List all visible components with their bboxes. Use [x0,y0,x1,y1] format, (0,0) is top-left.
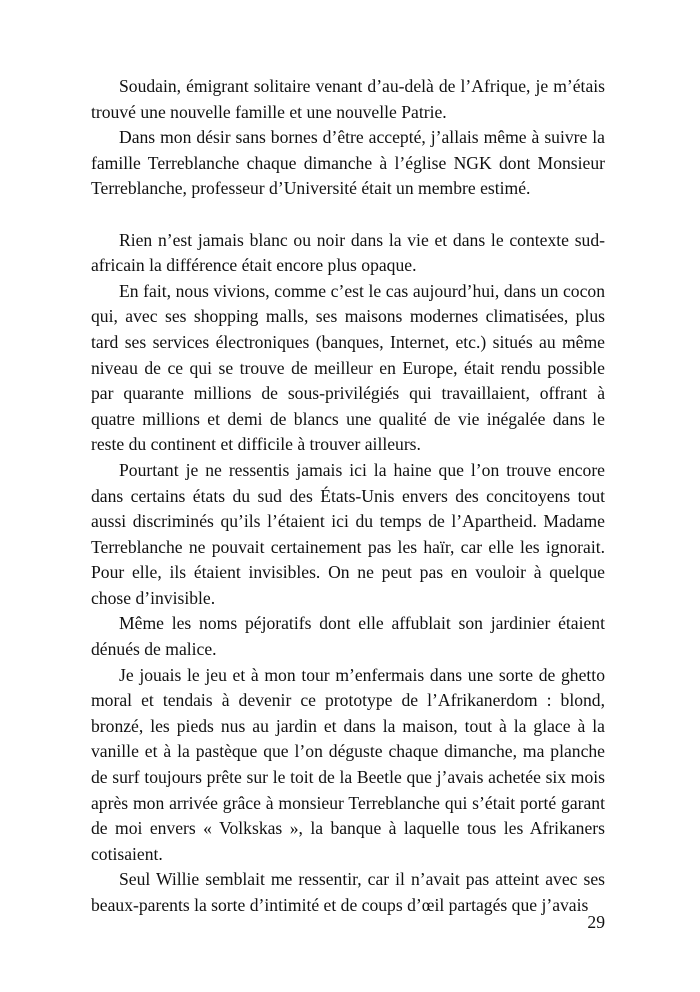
paragraph: Soudain, émigrant solitaire venant d’au-delà de l’Afrique, je m’étais trouvé une nouvelle famille et une nouvelle Patrie. [91,76,605,122]
paragraph: Je jouais le jeu et à mon tour m’enfermais dans une sorte de ghetto moral et tendais à devenir ce prototype de l’Afrikanerdom : blond, bronzé, les pieds nus au jardin et dans la maison, tout à la glace à la vanille et à la pastèque que l’on déguste chaque dimanche, ma planche de surf toujours prête sur le toit de la Beetle que j’avais achetée six mois après mon arrivée grâce à monsieur Terreblanche qui s’était porté garant de moi envers « Volkskas », la banque à laquelle tous les Afrikaners cotisaient. [91,664,605,864]
paragraph: Même les noms péjoratifs dont elle affublait son jardinier étaient dénués de malice. [91,613,605,660]
paragraph: Dans mon désir sans bornes d’être accepté, j’allais même à suivre la famille Terreblanche chaque dimanche à l’église NGK dont Monsieur Terreblanche, professeur d’Université était un membre estimé. [91,127,605,199]
paragraph: Pourtant je ne ressentis jamais ici la haine que l’on trouve encore dans certains états du sud des États-Unis envers des concitoyens tout aussi discriminés qu’ils l’étaient ici du temps de l’Apartheid. Madame Terreblanche ne pouvait certainement pas les haïr, car elle les ignorait. Pour elle, ils étaient invisibles. On ne peut pas en vouloir à quelque chose d’invisible. [91,459,605,608]
paragraph: En fait, nous vivions, comme c’est le cas aujourd’hui, dans un cocon qui, avec ses shopping malls, ses maisons modernes climatisées, plus tard ses services électroniques (banques, Internet, etc.) situés au même niveau de ce qui se trouve de meilleur en Europe, était rendu possible par quarante millions de sous-privilégiés qui travaillaient, offrant à quatre millions et demi de blancs une qualité de vie inégalée dans le reste du continent et difficile à trouver ailleurs. [91,280,605,455]
paragraph: Rien n’est jamais blanc ou noir dans la vie et dans le contexte sud-africain la différence était encore plus opaque. [91,229,605,276]
page-number: 29 [587,912,605,932]
body-text [91,74,605,919]
paragraph: Seul Willie semblait me ressentir, car il n’avait pas atteint avec ses beaux-parents la sorte d’intimité et de coups d’œil partagés que j’avais [91,869,605,915]
